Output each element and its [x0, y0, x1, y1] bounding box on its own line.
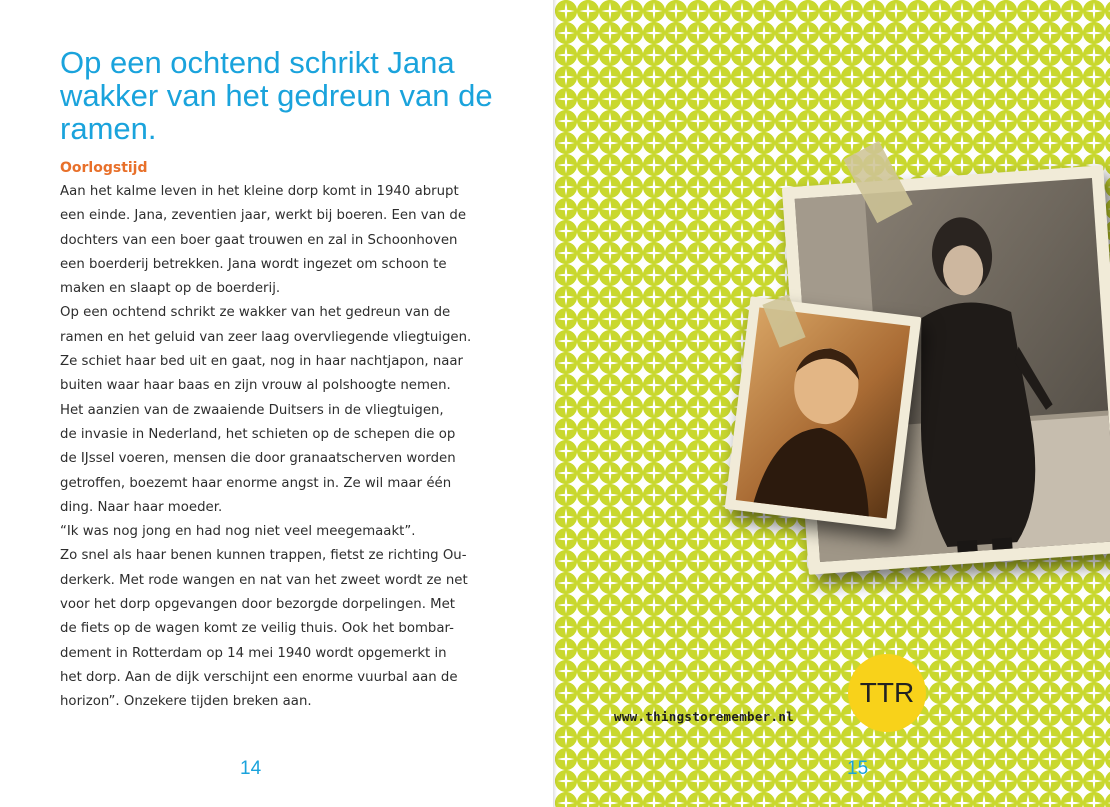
body-line: ding. Naar haar moeder.	[60, 499, 223, 515]
body-line: buiten waar haar baas en zijn vrouw al polshoogte nemen.	[60, 378, 451, 394]
body-line: derkerk. Met rode wangen en nat van het zweet wordt ze net	[60, 572, 468, 588]
body-line: voor het dorp opgevangen door bezorgde dorpelingen. Met	[60, 597, 456, 613]
body-line: Het aanzien van de zwaaiende Duitsers in de vliegtuigen,	[60, 402, 444, 418]
body-line: de IJssel voeren, mensen die door granaatscherven worden	[60, 451, 456, 467]
page-number-left: 14	[240, 758, 262, 779]
body-line: Op een ochtend schrikt ze wakker van het gedreun van de	[60, 305, 451, 321]
book-spine-shadow	[553, 0, 557, 807]
page-number-right: 15	[847, 758, 869, 779]
body-line: ramen en het geluid van zeer laag overvliegende vliegtuigen.	[60, 329, 472, 345]
body-line: de invasie in Nederland, het schieten op de schepen die op	[60, 426, 456, 442]
body-line: getroffen, boezemt haar enorme angst in. Ze wil maar één	[60, 475, 452, 491]
ttr-logo-badge: TTR	[848, 654, 926, 732]
body-line: Ze schiet haar bed uit en gaat, nog in haar nachtjapon, naar	[60, 354, 464, 370]
body-line: dement in Rotterdam op 14 mei 1940 wordt opgemerkt in	[60, 645, 447, 661]
body-line: de fiets op de wagen komt ze veilig thuis. Ook het bombar-	[60, 621, 454, 637]
body-line: Aan het kalme leven in het kleine dorp komt in 1940 abrupt	[60, 184, 459, 199]
body-line: het dorp. Aan de dijk verschijnt een enorme vuurbal aan de	[60, 669, 458, 685]
body-line: dochters van een boer gaat trouwen en zal in Schoonhoven	[60, 232, 458, 248]
section-heading: Oorlogstijd	[60, 160, 148, 176]
website-url[interactable]: www.thingstoremember.nl	[614, 709, 794, 724]
body-line: een boerderij betrekken. Jana wordt ingezet om schoon te	[60, 256, 447, 272]
body-line: horizon”. Onzekere tijden breken aan.	[60, 694, 312, 710]
body-line: een einde. Jana, zeventien jaar, werkt bij boeren. Een van de	[60, 208, 467, 224]
body-line: maken en slaapt op de boerderij.	[60, 281, 281, 297]
body-text	[60, 180, 530, 715]
body-line: Zo snel als haar benen kunnen trappen, fietst ze richting Ou-	[60, 548, 467, 564]
page-headline: Op een ochtend schrikt Jana wakker van het gedreun van de ramen.	[60, 45, 493, 146]
body-line: “Ik was nog jong en had nog niet veel meegemaakt”.	[60, 524, 416, 540]
vintage-photo-woman-portrait	[725, 296, 922, 529]
